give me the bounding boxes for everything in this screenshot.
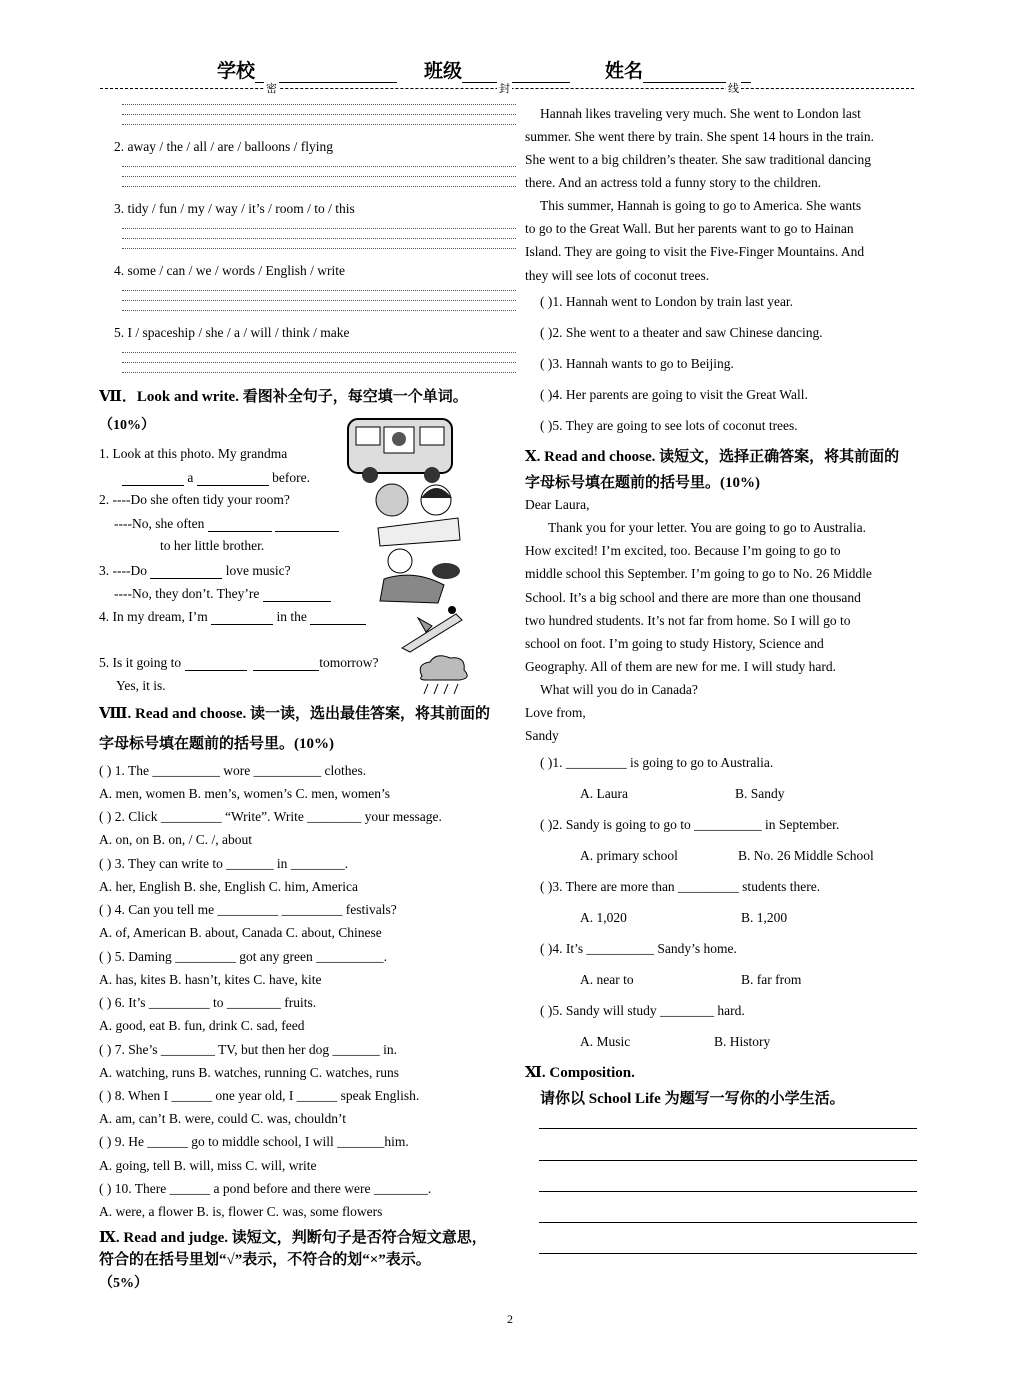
choose-option-b: B. No. 26 Middle School bbox=[738, 848, 874, 863]
q8-line: ( ) 3. They can write to _______ in ________. bbox=[99, 856, 349, 871]
judge-question: ( )2. She went to a theater and saw Chinese dancing. bbox=[540, 325, 823, 340]
q8-line: ( ) 10. There ______ a pond before and there were ________. bbox=[99, 1181, 432, 1196]
answer-line bbox=[122, 352, 516, 353]
letter-line: Dear Laura, bbox=[525, 497, 590, 512]
q7-4: 4. In my dream, I’m in the bbox=[99, 608, 366, 625]
q8-line: A. watching, runs B. watches, running C. watches, runs bbox=[99, 1065, 399, 1080]
choose-option-b: B. 1,200 bbox=[741, 910, 788, 925]
q8-line: ( ) 6. It’s _________ to ________ fruits. bbox=[99, 995, 317, 1010]
q7-1a: 1. Look at this photo. My grandma bbox=[99, 446, 288, 461]
q8-line: A. has, kites B. hasn’t, kites C. have, kite bbox=[99, 972, 322, 987]
answer-line bbox=[122, 310, 516, 311]
answer-line bbox=[122, 290, 516, 291]
q8-line: A. am, can’t B. were, could C. was, chouldn’t bbox=[99, 1111, 346, 1126]
section-9-score: （5%） bbox=[99, 1276, 148, 1291]
choose-question: ( )2. Sandy is going to go to __________ in September. bbox=[540, 817, 840, 832]
choose-option-b: B. History bbox=[714, 1034, 771, 1049]
passage-line: This summer, Hannah is going to go to America. She wants bbox=[540, 198, 862, 213]
reorder-item: 4. some / can / we / words / English / write bbox=[114, 263, 345, 278]
letter-line: School. It’s a big school and there are more than one thousand bbox=[525, 590, 861, 605]
passage-line: She went to a big children’s theater. She saw traditional dancing bbox=[525, 152, 872, 167]
letter-line: Geography. All of them are new for me. I will study hard. bbox=[525, 659, 837, 674]
q7-2a: 2. ----Do she often tidy your room? bbox=[99, 492, 290, 507]
answer-line bbox=[122, 104, 516, 105]
answer-line bbox=[122, 362, 516, 363]
judge-question: ( )4. Her parents are going to visit the Great Wall. bbox=[540, 387, 808, 402]
bus-picture bbox=[344, 413, 464, 485]
q8-line: ( ) 9. He ______ go to middle school, I will _______him. bbox=[99, 1134, 409, 1149]
q8-line: ( ) 1. The __________ wore __________ clothes. bbox=[99, 763, 367, 778]
letter-line: middle school this September. I’m going to go to No. 26 Middle bbox=[525, 566, 872, 581]
choose-option-a: A. primary school bbox=[580, 848, 678, 863]
q8-line: ( ) 5. Daming _________ got any green __________. bbox=[99, 949, 387, 964]
q8-line: A. going, tell B. will, miss C. will, write bbox=[99, 1158, 317, 1173]
q8-line: A. of, American B. about, Canada C. about, Chinese bbox=[99, 925, 382, 940]
q8-line: A. men, women B. men’s, women’s C. men, women’s bbox=[99, 786, 390, 801]
answer-line bbox=[122, 166, 516, 167]
section-10-title: Ⅹ. Read and choose. 读短文，选择正确答案，将其前面的 bbox=[525, 449, 900, 465]
q8-line: ( ) 4. Can you tell me _________ _________ festivals? bbox=[99, 902, 397, 917]
class-label: 班级 bbox=[424, 56, 570, 83]
rain-cloud-picture bbox=[412, 652, 474, 698]
choose-option-b: B. Sandy bbox=[735, 786, 785, 801]
section-7-score: （10%） bbox=[99, 418, 155, 433]
q8-line: A. good, eat B. fun, drink C. sad, feed bbox=[99, 1018, 305, 1033]
reorder-item: 3. tidy / fun / my / way / it’s / room / to / this bbox=[114, 201, 355, 216]
letter-line: two hundred students. It’s not far from home. So I will go to bbox=[525, 613, 851, 628]
judge-question: ( )5. They are going to see lots of coconut trees. bbox=[540, 418, 798, 433]
answer-line bbox=[122, 238, 516, 239]
school-label: 学校 bbox=[217, 56, 397, 83]
letter-line: How excited! I’m excited, too. Because I’m going to go to bbox=[525, 543, 841, 558]
seal-char-1: 密 bbox=[264, 80, 279, 96]
q8-line: ( ) 8. When I ______ one year old, I ______ speak English. bbox=[99, 1088, 420, 1103]
answer-line bbox=[122, 228, 516, 229]
passage-line: Hannah likes traveling very much. She went to London last bbox=[540, 106, 861, 121]
section-7-title: Ⅶ．Look and write. 看图补全句子，每空填一个单词。 bbox=[99, 389, 468, 405]
choose-option-a: A. Laura bbox=[580, 786, 628, 801]
answer-line bbox=[122, 248, 516, 249]
page-number: 2 bbox=[507, 1312, 513, 1326]
passage-line: Island. They are going to visit the Five-Finger Mountains. And bbox=[525, 244, 865, 259]
answer-line bbox=[122, 186, 516, 187]
answer-line bbox=[122, 114, 516, 115]
q7-2b: ----No, she often bbox=[114, 515, 339, 532]
section-10-title-2: 字母标号填在题前的括号里。(10%) bbox=[525, 475, 760, 491]
choose-question: ( )1. _________ is going to go to Australia. bbox=[540, 755, 774, 770]
seal-char-3: 线 bbox=[726, 80, 741, 96]
letter-line: school on foot. I’m going to study History, Science and bbox=[525, 636, 824, 651]
section-9-title-2: 符合的在括号里划“√”表示，不符合的划“×”表示。 bbox=[99, 1252, 431, 1268]
room-tidy-picture bbox=[368, 478, 464, 548]
q8-line: A. were, a flower B. is, flower C. was, some flowers bbox=[99, 1204, 383, 1219]
writing-line[interactable] bbox=[539, 1191, 917, 1192]
q7-5c: Yes, it is. bbox=[116, 678, 166, 693]
answer-line bbox=[122, 124, 516, 125]
passage-line: they will see lots of coconut trees. bbox=[525, 268, 710, 283]
q7-2c: to her little brother. bbox=[160, 538, 265, 553]
letter-line: Love from, bbox=[525, 705, 586, 720]
reorder-item: 5. I / spaceship / she / a / will / think / make bbox=[114, 325, 350, 340]
seal-char-2: 封 bbox=[497, 80, 512, 96]
letter-line: Thank you for your letter. You are going to go to Australia. bbox=[548, 520, 866, 535]
judge-question: ( )1. Hannah went to London by train last year. bbox=[540, 294, 794, 309]
name-label: 姓名 bbox=[605, 56, 751, 83]
answer-line bbox=[122, 300, 516, 301]
q7-3a: 3. ----Do love music? bbox=[99, 563, 291, 578]
spaceship-picture bbox=[396, 604, 470, 654]
choose-question: ( )5. Sandy will study ________ hard. bbox=[540, 1003, 745, 1018]
letter-line: What will you do in Canada? bbox=[540, 682, 698, 697]
judge-question: ( )3. Hannah wants to go to Beijing. bbox=[540, 356, 734, 371]
letter-line: Sandy bbox=[525, 728, 559, 743]
q8-line: ( ) 2. Click _________ “Write”. Write ________ your message. bbox=[99, 809, 442, 824]
writing-line[interactable] bbox=[539, 1253, 917, 1254]
choose-option-b: B. far from bbox=[741, 972, 802, 987]
choose-option-a: A. near to bbox=[580, 972, 634, 987]
answer-line bbox=[122, 372, 516, 373]
choose-option-a: A. 1,020 bbox=[580, 910, 627, 925]
section-8-title-2: 字母标号填在题前的括号里。(10%) bbox=[99, 736, 334, 752]
choose-question: ( )3. There are more than _________ students there. bbox=[540, 879, 821, 894]
passage-line: to go to the Great Wall. But her parents want to go to Hainan bbox=[525, 221, 854, 236]
passage-line: there. And an actress told a funny story to the children. bbox=[525, 175, 822, 190]
q8-line: A. her, English B. she, English C. him, America bbox=[99, 879, 358, 894]
section-11-title: Ⅺ. Composition. bbox=[525, 1065, 635, 1081]
writing-line[interactable] bbox=[539, 1222, 917, 1223]
q8-line: ( ) 7. She’s ________ TV, but then her dog _______ in. bbox=[99, 1042, 397, 1057]
q8-line: A. on, on B. on, / C. /, about bbox=[99, 832, 253, 847]
music-picture bbox=[364, 545, 468, 607]
section-9-title: Ⅸ. Read and judge. 读短文，判断句子是否符合短文意思， bbox=[99, 1230, 487, 1246]
q7-5: 5. Is it going to tomorrow? bbox=[99, 655, 379, 670]
passage-line: summer. She went there by train. She spent 14 hours in the train. bbox=[525, 129, 875, 144]
writing-line[interactable] bbox=[539, 1160, 917, 1161]
composition-prompt: 请你以 School Life 为题写一写你的小学生活。 bbox=[540, 1091, 845, 1107]
choose-question: ( )4. It’s __________ Sandy’s home. bbox=[540, 941, 737, 956]
section-8-title: Ⅷ. Read and choose. 读一读，选出最佳答案，将其前面的 bbox=[99, 706, 491, 722]
reorder-item: 2. away / the / all / are / balloons / flying bbox=[114, 139, 333, 154]
choose-option-a: A. Music bbox=[580, 1034, 631, 1049]
q7-1b: a before. bbox=[122, 469, 310, 486]
writing-line[interactable] bbox=[539, 1128, 917, 1129]
q7-3b: ----No, they don’t. They’re bbox=[114, 585, 331, 602]
answer-line bbox=[122, 176, 516, 177]
